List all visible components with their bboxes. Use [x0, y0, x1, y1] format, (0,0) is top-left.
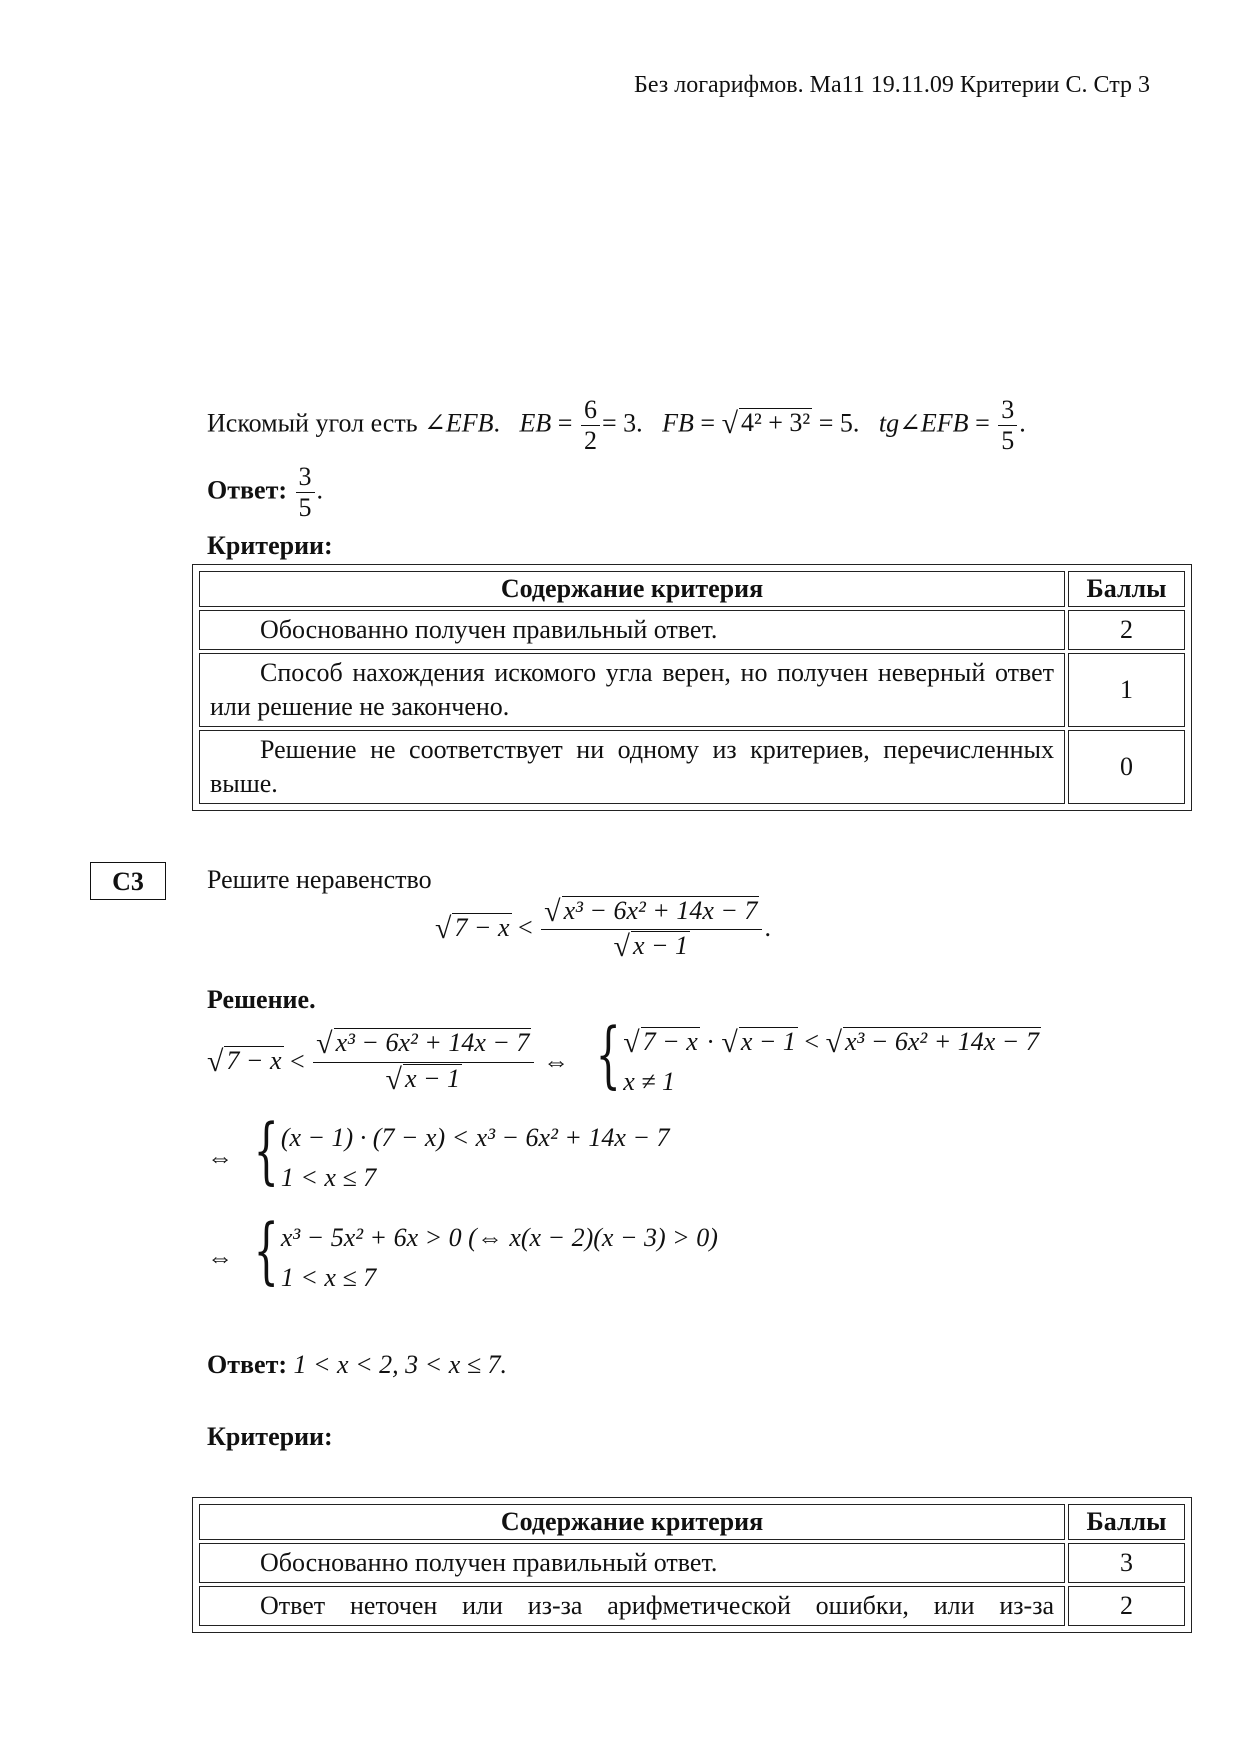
- c2-eb-num: 6: [581, 395, 600, 426]
- c3-lhs-root: √ 7 − x: [435, 911, 510, 945]
- c3-step-1: √ 7 − x < $\frac{\text{√ x³ − 6x² + 14x − 7}}{√ x - 1}$ ⇔ { √ 7 − x · √ x − 1 < √ x³ − 6x² + 14x − 7 x ≠ 1: [207, 1022, 1041, 1102]
- c3-step-3: [207, 1208, 718, 1298]
- c2-tg-fraction: [998, 395, 1017, 456]
- c3-rhs-fraction: [541, 895, 762, 965]
- c3-answer: [207, 1350, 507, 1380]
- left-brace-icon: {: [253, 1208, 279, 1292]
- c2-eb-den: 2: [583, 425, 597, 455]
- c2-fb-result: 5: [839, 408, 853, 438]
- table-row: [199, 1543, 1185, 1583]
- c2-eb-label: EB: [519, 408, 552, 438]
- c2-tg-label: tg∠EFB: [878, 408, 969, 438]
- c3-sys2-row2: 1 < x ≤ 7: [280, 1163, 377, 1192]
- c3-sys1-radicand-c: x³ − 6x² + 14x − 7: [845, 1027, 1039, 1056]
- page-header: Без логарифмов. Ма11 19.11.09 Критерии С. Стр 3: [634, 72, 1150, 98]
- c3-lhs-radicand: 7 − x: [454, 912, 510, 942]
- c3-solution-heading: Решение.: [207, 985, 316, 1014]
- c2-row-3-text: Решение не соответствует ни одному из критериев, перечисленных выше.: [199, 730, 1065, 804]
- c3-rhs-den-radicand: x − 1: [632, 931, 689, 961]
- c3-criteria-table: [192, 1497, 1192, 1633]
- c2-criteria-table: [192, 564, 1192, 811]
- c3-step1-num-radicand: x³ − 6x² + 14x − 7: [335, 1028, 530, 1058]
- c3-row-2-points: 2: [1068, 1586, 1185, 1626]
- c3-sys2-row1: (x − 1) · (7 − x) < x³ − 6x² + 14x − 7: [280, 1123, 670, 1152]
- c2-fb-label: FB: [662, 408, 694, 438]
- c3-col-content: Содержание критерия: [199, 1504, 1065, 1540]
- equivalence-icon: ⇔: [207, 1243, 233, 1272]
- c3-step-2: [207, 1108, 670, 1198]
- c2-table-header: [199, 571, 1185, 607]
- c2-eb-fraction: [581, 395, 600, 456]
- c3-step1-lhs-root: √ 7 − x: [207, 1045, 282, 1078]
- c3-task-text: Решите неравенство: [207, 865, 432, 894]
- c2-criteria-label: [207, 531, 333, 561]
- c2-tg-den: 5: [1001, 425, 1015, 455]
- c2-solution-line: Искомый угол есть ∠EFB. EB = $\frac{6}{2}$ = 3. FB = √ 4² + 3² = 5. tg∠EFB = $\frac{3}{5}$ .: [207, 395, 1026, 455]
- table-row: [199, 730, 1185, 804]
- c2-col-content: Содержание критерия: [199, 571, 1065, 607]
- c3-table-header: [199, 1504, 1185, 1540]
- table-row: [199, 1586, 1185, 1626]
- left-brace-icon: {: [253, 1108, 279, 1192]
- c3-task-label: С3: [90, 862, 166, 900]
- c3-criteria-heading: Критерии:: [207, 1422, 333, 1451]
- c2-col-points: Баллы: [1068, 571, 1185, 607]
- c2-row-2-points: 1: [1068, 653, 1185, 727]
- c3-sys1-row1: √ 7 − x · √ x − 1 < √ x³ − 6x² + 14x − 7: [623, 1026, 1039, 1059]
- c3-row-2-text: Ответ неточен или из-за арифметической ошибки, или из-за: [199, 1586, 1065, 1626]
- c3-step1-lhs-radicand: 7 − x: [226, 1046, 282, 1075]
- c2-eb-result: 3: [623, 408, 637, 438]
- c3-answer-value: 1 < x < 2, 3 < x ≤ 7.: [293, 1350, 507, 1379]
- c3-sys1-row2: x ≠ 1: [623, 1067, 676, 1096]
- c2-tg-num: 3: [998, 395, 1017, 426]
- c3-answer-label: Ответ:: [207, 1350, 288, 1379]
- c2-angle: ∠EFB: [424, 408, 494, 438]
- c3-rhs-num-radicand: x³ − 6x² + 14x − 7: [563, 896, 758, 925]
- c2-answer-den: 5: [298, 492, 312, 522]
- c2-row-3-points: 0: [1068, 730, 1185, 804]
- c3-criteria-label: [207, 1422, 333, 1452]
- c2-row-1-points: 2: [1068, 610, 1185, 650]
- c3-sys3-row2: 1 < x ≤ 7: [280, 1263, 377, 1292]
- table-row: [199, 653, 1185, 727]
- c3-sys3-row1: x³ − 5x² + 6x > 0 (⇔ x(x − 2)(x − 3) > 0): [280, 1223, 718, 1252]
- c3-col-points: Баллы: [1068, 1504, 1185, 1540]
- left-brace-icon: {: [596, 1012, 622, 1096]
- c3-rhs-num-root: √ x³ − 6x² + 14x − 7: [544, 895, 758, 928]
- c2-criteria-heading: Критерии:: [207, 531, 333, 560]
- c3-sys1-radicand-b: x − 1: [740, 1027, 796, 1056]
- c3-step1-fraction: [313, 1027, 534, 1097]
- c3-step1-den-root: √ x − 1: [385, 1062, 461, 1096]
- c2-answer: Ответ: $\frac{3}{5}$ .: [207, 462, 324, 522]
- c3-system-2: [233, 1108, 670, 1198]
- table-row: [199, 610, 1185, 650]
- equivalence-icon: ⇔: [207, 1143, 233, 1172]
- c3-step1-num-root: √ x³ − 6x² + 14x − 7: [316, 1027, 530, 1061]
- c3-inequality: √ 7 − x < $\frac{\text{√ x³ − 6x² + 14x − 7}}{√ x - 1}$ .: [435, 895, 771, 964]
- c2-answer-label: Ответ:: [207, 475, 288, 505]
- c3-step1-den-radicand: x − 1: [404, 1063, 461, 1093]
- c2-answer-fraction: [296, 462, 315, 523]
- c3-system-3: [233, 1208, 718, 1298]
- c3-row-1-text: Обоснованно получен правильный ответ.: [199, 1543, 1065, 1583]
- c2-row-1-text: Обоснованно получен правильный ответ.: [199, 610, 1065, 650]
- c3-solution-label: [207, 985, 316, 1015]
- c3-row-1-points: 3: [1068, 1543, 1185, 1583]
- c2-answer-num: 3: [296, 462, 315, 493]
- c3-sys1-radicand-a: 7 − x: [642, 1027, 698, 1056]
- c3-rhs-den-root: √ x − 1: [613, 930, 689, 964]
- c2-row-2-text: Способ нахождения искомого угла верен, но получен неверный ответ или решение не закончено.: [199, 653, 1065, 727]
- c2-intro-text: Искомый угол есть: [207, 408, 418, 438]
- c2-fb-radicand: 4² + 3²: [740, 408, 811, 438]
- c2-fb-root: √ 4² + 3²: [721, 407, 811, 441]
